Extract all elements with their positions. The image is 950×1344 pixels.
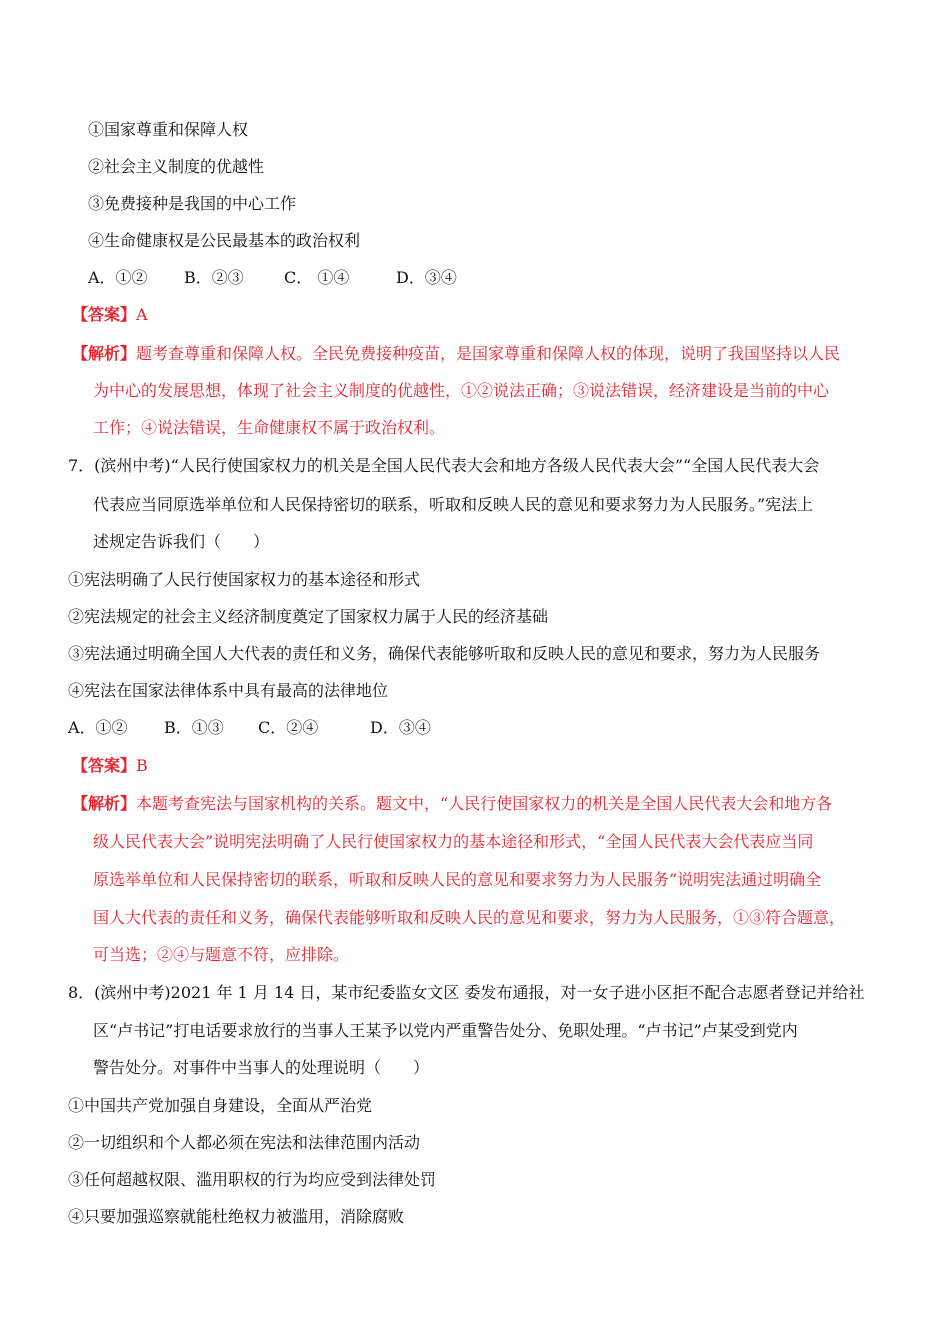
q7-option-d: D．③④ [370, 718, 431, 737]
prev-analysis-line-1 [72, 343, 840, 365]
prev-item-3: ③免费接种是我国的中心工作 [88, 194, 297, 213]
q7-answer-tag: 【答案】 [72, 756, 137, 775]
prev-option-a: A．①② [88, 268, 148, 287]
q7-analysis-tag: 【解析】 [72, 794, 137, 813]
prev-item-2: ②社会主义制度的优越性 [88, 157, 265, 176]
q8-stem-line-2: 区“卢书记”打电话要求放行的当事人王某予以党内严重警告处分、免职处理。“卢书记”卢某受到党内 [93, 1021, 798, 1040]
q7-analysis-line-3: 原选举单位和人民保持密切的联系，听取和反映人民的意见和要求努力为人民服务”说明宪法通过明确全 [93, 870, 822, 889]
q8-stem-line-3: 警告处分。对事件中当事人的处理说明（ ） [93, 1058, 430, 1077]
q7-option-c: C．②④ [258, 718, 319, 737]
q8-stem-line-1: 8．(滨州中考)2021 年 1 月 14 日，某市纪委监女文区 委发布通报，对一女子进小区拒不配合志愿者登记并给社 [68, 983, 865, 1002]
q7-analysis-line-2: 级人民代表大会”说明宪法明确了人民行使国家权力的基本途径和形式，“全国人民代表大会代表应当同 [93, 832, 814, 851]
q7-stem-line-3: 述规定告诉我们（ ） [93, 532, 270, 551]
prev-item-4: ④生命健康权是公民最基本的政治权利 [88, 231, 361, 250]
q7-options [68, 717, 431, 739]
prev-answer-value: A [136, 305, 148, 324]
q7-analysis-text-1: 本题考查宪法与国家机构的关系。题文中，“人民行使国家权力的机关是全国人民代表大会和地方各 [136, 794, 833, 813]
q7-analysis-line-1 [72, 793, 832, 815]
prev-item-1: ①国家尊重和保障人权 [88, 120, 249, 139]
q7-option-b: B．①③ [164, 718, 224, 737]
q7-answer-value: B [136, 756, 148, 775]
prev-option-b: B．②③ [184, 268, 244, 287]
prev-analysis-line-2: 为中心的发展思想，体现了社会主义制度的优越性，①②说法正确；③说法错误，经济建设是当前的中心 [93, 381, 830, 400]
q8-item-4: ④只要加强巡察就能杜绝权力被滥用，消除腐败 [68, 1207, 405, 1226]
q7-item-3: ③宪法通过明确全国人大代表的责任和义务，确保代表能够听取和反映人民的意见和要求，努力为人民服务 [68, 644, 821, 663]
q8-item-1: ①中国共产党加强自身建设，全面从严治党 [68, 1096, 373, 1115]
prev-answer-tag: 【答案】 [72, 305, 137, 324]
q8-item-3: ③任何超越权限、滥用职权的行为均应受到法律处罚 [68, 1170, 437, 1189]
q7-option-a: A．①② [68, 718, 128, 737]
q7-stem-line-1: 7．(滨州中考)“人民行使国家权力的机关是全国人民代表大会和地方各级人民代表大会”“全国人民代表大会 [68, 456, 820, 475]
prev-option-c: C． ①④ [284, 268, 350, 287]
prev-option-d: D．③④ [396, 268, 457, 287]
q7-answer [72, 755, 148, 777]
q7-item-1: ①宪法明确了人民行使国家权力的基本途径和形式 [68, 570, 421, 589]
q7-item-4: ④宪法在国家法律体系中具有最高的法律地位 [68, 681, 389, 700]
prev-answer [72, 304, 148, 326]
prev-analysis-tag: 【解析】 [72, 344, 137, 363]
q7-analysis-line-5: 可当选；②④与题意不符，应排除。 [93, 945, 350, 964]
q7-item-2: ②宪法规定的社会主义经济制度奠定了国家权力属于人民的经济基础 [68, 607, 549, 626]
prev-analysis-text-1: 题考查尊重和保障人权。全民免费接种疫苗，是国家尊重和保障人权的体现，说明了我国坚持以人民 [136, 344, 841, 363]
q7-analysis-line-4: 国人大代表的责任和义务，确保代表能够听取和反映人民的意见和要求，努力为人民服务，①③符合题意， [93, 908, 846, 927]
prev-options [88, 267, 457, 289]
q8-item-2: ②一切组织和个人都必须在宪法和法律范围内活动 [68, 1133, 421, 1152]
q7-stem-line-2: 代表应当同原选举单位和人民保持密切的联系，听取和反映人民的意见和要求努力为人民服务。”宪法上 [93, 495, 814, 514]
prev-analysis-line-3: 工作；④说法错误，生命健康权不属于政治权利。 [93, 418, 446, 437]
